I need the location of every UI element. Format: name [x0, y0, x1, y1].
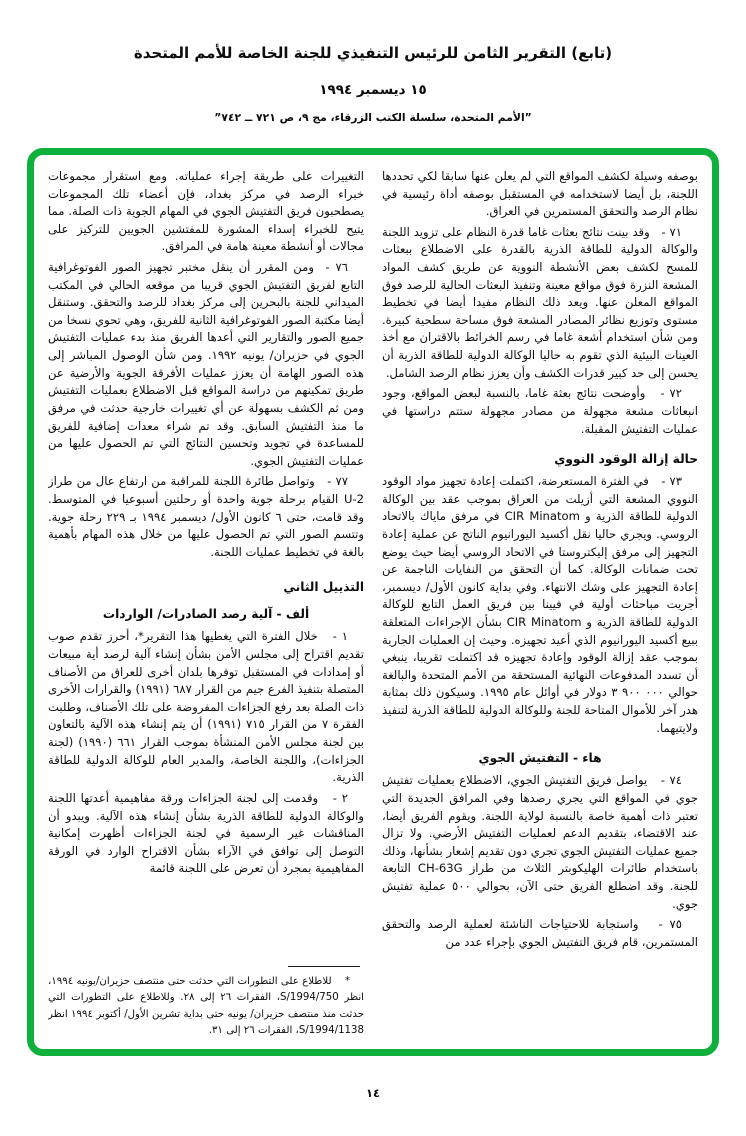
document-date: ١٥ ديسمبر ١٩٩٤: [319, 82, 427, 98]
paragraph-76: ٧٦ - ومن المقرر أن ينقل مختبر تجهيز الصور الفوتوغرافية التابع لفريق التفتيش الجوي قريبا من موقعه الحالي في المكتب الميداني للجنة بالبحرين إلى مركز بغداد للرصد والتحقق. وستنقل أيضا مكتبة الصور الفوتوغرافية الثانية للفريق، وهي تحوي نسخا من جميع الصور والتقارير التي أعدها الفريق منذ بدء عمليات التفتيش الجوي في حزيران/ يونيه ١٩٩٢. ومن شأن الوصول المباشر إلى هذه الصور الهامة أن يعزز عمليات الأفرقة الجوية والأرضية عن طريق تمكينهم من دراسة المواقع قبل الاضطلاع بعمليات التفتيش ومن ثم الكشف بسهولة عن أي تغييرات خارجية حدثت في مرفق ما منذ التفتيش السابق. وقد تم شراء معدات إضافية للفريق للمساعدة في تجويد وتحسين النتائج التي تم الحصول عليها من عمليات التفتيش الجوي.: [48, 260, 364, 468]
column-left: [48, 168, 364, 1040]
document-title: (تابع) التقرير الثامن للرئيس التنفيذي للجنة الخاصة للأمم المتحدة: [133, 44, 613, 62]
section-heading-aerial-inspection: هاء - التفتيش الجوي: [478, 751, 602, 766]
paragraph-2: ٢ - وقدمت إلى لجنة الجزاءات ورقة مفاهيمية أعدتها اللجنة والوكالة الدولية للطاقة الذرية بشأن إنشاء هذه الآلية. ويبدو أن المناقشات غير الرسمية في لجنة الجزاءات أظهرت إمكانية التوصل إلى توافق في الآراء بشأن الاقتراح الوارد في الورقة المفاهيمية بمجرد أن تعرض على اللجنة قائمة: [48, 790, 364, 876]
section-heading-export-import-mechanism: ألف - آلية رصد الصادرات/ الواردات: [102, 607, 310, 622]
footnote-block: [48, 960, 364, 1040]
column-right: [382, 168, 698, 1040]
paragraph-77: ٧٧ - وتواصل طائرة اللجنة للمراقبة من ارتفاع عال من طراز U-2 القيام برحلة جوية واحدة أو رحلتين أسبوعيا في المتوسط. وقد قامت، حتى ٦ كانون الأول/ ديسمبر ١٩٩٤ بـ ٢٢٩ رحلة جوية. وتتسم الصور التي تم الحصول عليها من خلال هذه المهام بأهمية بالغة في تخطيط عمليات اللجنة.: [48, 474, 364, 559]
footnote-separator-rule: [288, 966, 360, 967]
paragraph-1: ١ - خلال الفترة التي يغطيها هذا التقرير*، أحرز تقدم صوب تقديم اقتراح إلى مجلس الأمن بشأن إنشاء آلية لرصد أية مبيعات أو إمدادات في المستقبل توفرها بلدان أخرى للعراق من الأصناف المتصلة بتنفيذ الفرع جيم من القرار ٦٨٧ (١٩٩١) والقرارات الأخرى ذات الصلة بعد رفع الجزاءات المفروضة على تلك الأصناف، وطلبت الفقرة ٧ من القرار ٧١٥ (١٩٩١) أن يتم إنشاء هذه الآلية بالتعاون بين لجنة مجلس الأمن المنشأة بموجب القرار ٦٦١ (١٩٩٠) (لجنة الجزاءات)، واللجنة الخاصة، والمدير العام للوكالة الدولية للطاقة الذرية.: [48, 629, 364, 785]
paragraph-73: ٧٣ - في الفترة المستعرضة، اكتملت إعادة تجهيز مواد الوقود النووي المشعة التي أزيلت من العراق بموجب عقد بين الوكالة الدولية للطاقة الذرية و CIR Minatom في مرفق ماياك بالاتحاد الروسي. ويجري حاليا نقل أكسيد اليورانيوم الناتج عن عملية إعادة التجهيز إلى مرفق إليكتروستا في الاتحاد الروسي أيضا حيث يوضع تحت ضمانات الوكالة. كما أن التحقق من النفايات الناجمة عن إعادة التجهيز على وشك الانتهاء. وفي بداية كانون الأول/ ديسمبر، أجريت مباحثات أولية في فيينا بين فريق العمل التابع للوكالة الدولية للطاقة الذرية و CIR Minatom بشأن الإجراءات المتعلقة ببيع أكسيد اليورانيوم الذي أعيد تجهيزه. وحيث إن العمليات الجارية بموجب عقد إزالة الوقود وإعادة تجهيزه قد اكتملت تقريبا، ينبغي أن تسدد المدفوعات النهائية المستحقة من الأمم المتحدة والبالغة حوالي ٣ ٩٠٠ ٠٠٠ دولار في أوائل عام ١٩٩٥. وسيكون ذلك بمثابة هدر آخر للأموال المتاحة للجنة وللوكالة الدولية للطاقة الذرية لتنفيذ ولايتيهما.: [382, 474, 698, 735]
paragraph-74: ٧٤ - يواصل فريق التفتيش الجوي، الاضطلاع بعمليات تفتيش جوي في المواقع التي يجري رصدها وفي المرافق الجديدة التي تعتبر ذات أهمية خاصة بالنسبة لولاية اللجنة. ويقوم الفريق أيضا، عند الاقتضاء، بتقديم الدعم لعمليات التفتيش الأرضي. ولا تزال جميع عمليات التفتيش الجوي تجري دون تقديم إشعار بشأنها، وذلك باستخدام طائرات الهليكوبتر الثلاث من طراز CH-63G التابعة للجنة. وقد اضطلع الفريق حتى الآن، بحوالي ٥٠٠ عملية تفتيش جوي.: [382, 773, 698, 911]
paragraph-75: ٧٥ - واستجابة للاحتياجات الناشئة لعملية الرصد والتحقق المستمرين، قام فريق التفتيش الجوي بإجراء عدد من: [382, 917, 698, 949]
appendix-heading: التذييل الثاني: [283, 580, 364, 595]
two-column-layout: [48, 168, 698, 1040]
document-header: [0, 0, 746, 124]
document-source-line: ”الأمم المتحدة، سلسلة الكتب الزرقاء، مج ٩، ص ٧٢١ ــ ٧٤٢”: [214, 111, 532, 124]
green-content-border: [27, 148, 719, 1056]
section-heading-nuclear-fuel-removal: حالة إزالة الوقود النووي: [554, 452, 698, 467]
paragraph-71: ٧١ - وقد بينت نتائج بعثات غاما قدرة النظام على تزويد اللجنة والوكالة الدولية للطاقة الذرية بالقدرة على الاضطلاع ببعثات للمسح لكشف بعض الأنشطة النووية عن طريق كشف المواد المشعة النزرة فوق مواقع معينة وتنفيذ البعثات الحالية للرصد فوق المواقع المعلن عنها. ويعد ذلك النظام مفيدا أيضا في تخطيط مستوى وتوزيع نظائر المصادر المشعة فوق مساحة سطحية كبيرة. ومن شأن استخدام أشعة غاما في رسم الخرائط بالاقتران مع أخذ العينات البيئية الذي تقوم به حاليا الوكالة الدولية للطاقة الذرية أن يحسن إلى حد كبير قدرات الكشف وأن يعزز نظام الرصد الشامل.: [382, 224, 698, 380]
paragraph-continuation: التغييرات على طريقة إجراء عملياته. ومع استقرار مجموعات خبراء الرصد في مركز بغداد، فإن أعضاء تلك المجموعات يصطحبون فريق التفتيش الجوي في المهام الجوية ذات الصلة. مما يتيح للخبراء إسداء المشورة للمفتشين الجويين للتركيز على مجالات أو أنشطة معينة هامة في المرافق.: [48, 169, 364, 254]
page-number: ١٤: [365, 1086, 381, 1100]
footnote-text: * للاطلاع على التطورات التي حدثت حتى منتصف حزيران/يونيه ١٩٩٤، انظر S/1994/750، الفقرات ٢٦ إلى ٢٨. وللاطلاع على التطورات التي حدثت منذ منتصف حزيران/ يونيه حتى بداية تشرين الأول/ أكتوبر ١٩٩٤ انظر S/1994/1138، الفقرات ٢٦ إلى ٣١.: [48, 975, 364, 1037]
paragraph-72: ٧٢ - وأوضحت نتائج بعثة غاما، بالنسبة لبعض المواقع، وجود انبعاثات مشعة مجهولة من مصادر مجهولة ستتم دراستها في عمليات التفتيش المقبلة.: [382, 386, 698, 436]
paragraph-continuation: بوصفه وسيلة لكشف المواقع التي لم يعلن عنها سابقا لكي تحددها اللجنة، بل أيضا لاستخدامه في المستقبل بوصفه أداة رئيسية في نظام الرصد والتحقق المستمرين في العراق.: [382, 169, 698, 219]
